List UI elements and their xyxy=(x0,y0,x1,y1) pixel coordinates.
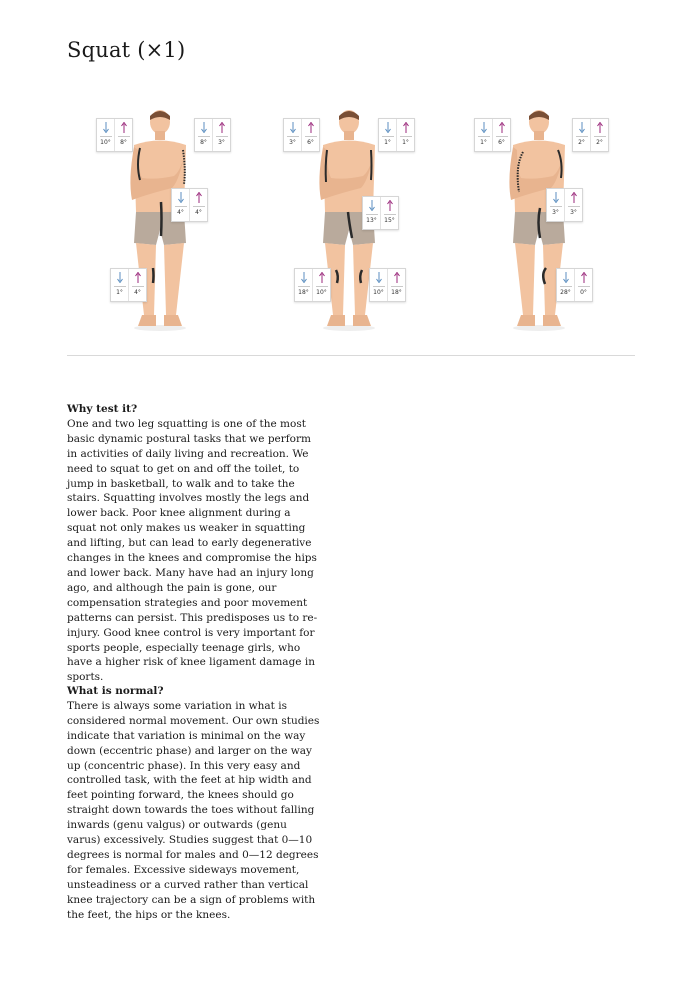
rule xyxy=(560,286,572,287)
down-cell xyxy=(557,269,574,301)
why-section xyxy=(67,402,322,685)
rule xyxy=(400,136,412,137)
down-cell xyxy=(111,269,128,301)
angle-card-shoulder-right xyxy=(378,118,415,152)
arrow-up-icon xyxy=(308,122,314,133)
arrow-up-icon xyxy=(499,122,505,133)
angle-card-knee xyxy=(556,268,593,302)
down-value: 18° xyxy=(298,289,309,296)
rule xyxy=(100,136,112,137)
rule xyxy=(175,206,187,207)
down-value: 2° xyxy=(578,139,585,146)
down-value: 1° xyxy=(384,139,391,146)
rule xyxy=(114,286,126,287)
down-value: 28° xyxy=(560,289,571,296)
rule xyxy=(316,286,328,287)
up-value: 8° xyxy=(120,139,127,146)
angle-card-hip xyxy=(546,188,583,222)
normal-heading: What is normal? xyxy=(67,685,164,697)
angle-card-hip xyxy=(362,196,399,230)
angle-card-shoulder-right xyxy=(194,118,231,152)
down-cell xyxy=(172,189,189,221)
arrow-down-icon xyxy=(553,192,559,203)
rule xyxy=(496,136,508,137)
rule xyxy=(193,206,205,207)
rule xyxy=(568,206,580,207)
up-value: 3° xyxy=(218,139,225,146)
up-cell xyxy=(492,119,510,151)
rule xyxy=(305,136,317,137)
rule xyxy=(478,136,490,137)
normal-section xyxy=(67,684,322,923)
arrow-up-icon xyxy=(581,272,587,283)
arrow-down-icon xyxy=(481,122,487,133)
down-value: 3° xyxy=(552,209,559,216)
arrow-down-icon xyxy=(178,192,184,203)
arrow-down-icon xyxy=(376,272,382,283)
down-value: 10° xyxy=(373,289,384,296)
arrow-up-icon xyxy=(597,122,603,133)
arrow-up-icon xyxy=(387,200,393,211)
down-cell xyxy=(363,197,380,229)
rule xyxy=(118,136,130,137)
arrow-up-icon xyxy=(219,122,225,133)
up-cell xyxy=(189,189,207,221)
up-value: 10° xyxy=(316,289,327,296)
rule xyxy=(366,214,378,215)
up-value: 4° xyxy=(134,289,141,296)
angle-card-knee-right xyxy=(369,268,406,302)
down-cell xyxy=(284,119,301,151)
arrow-up-icon xyxy=(319,272,325,283)
body-illustration xyxy=(439,100,639,340)
arrow-up-icon xyxy=(135,272,141,283)
angle-card-hip xyxy=(171,188,208,222)
down-value: 10° xyxy=(100,139,111,146)
down-cell xyxy=(573,119,590,151)
down-value: 1° xyxy=(116,289,123,296)
angle-card-shoulder-right xyxy=(572,118,609,152)
arrow-up-icon xyxy=(196,192,202,203)
angle-card-shoulder-left xyxy=(283,118,320,152)
arrow-down-icon xyxy=(117,272,123,283)
up-value: 18° xyxy=(391,289,402,296)
rule xyxy=(287,136,299,137)
figure-1 xyxy=(60,100,260,340)
up-cell xyxy=(128,269,146,301)
rule xyxy=(578,286,590,287)
page-title: Squat (×1) xyxy=(67,38,186,62)
rule xyxy=(216,136,228,137)
down-cell xyxy=(195,119,212,151)
up-cell xyxy=(396,119,414,151)
why-heading: Why test it? xyxy=(67,403,138,415)
up-value: 6° xyxy=(307,139,314,146)
down-cell xyxy=(370,269,387,301)
down-value: 13° xyxy=(366,217,377,224)
rule xyxy=(198,136,210,137)
up-cell xyxy=(380,197,398,229)
arrow-down-icon xyxy=(301,272,307,283)
arrow-down-icon xyxy=(579,122,585,133)
down-cell xyxy=(475,119,492,151)
up-value: 6° xyxy=(498,139,505,146)
angle-card-shoulder-left xyxy=(474,118,511,152)
body-illustration xyxy=(249,100,449,340)
up-cell xyxy=(114,119,132,151)
arrow-down-icon xyxy=(369,200,375,211)
up-value: 0° xyxy=(580,289,587,296)
arrow-down-icon xyxy=(290,122,296,133)
down-value: 8° xyxy=(200,139,207,146)
down-cell xyxy=(379,119,396,151)
angle-card-knee-left xyxy=(294,268,331,302)
up-value: 2° xyxy=(596,139,603,146)
rule xyxy=(298,286,310,287)
normal-body: There is always some variation in what is considered normal movement. Our own studies indicate that variation is minimal on the way down (eccentric phase) and larger on the way up (concentric phase). In this very easy and controlled task, with the feet at hip width and feet pointing forward, the knees should go straight down towards the toes without falling inwards (genu valgus) or outwards (genu varus) excessively. Studies suggest that 0—10 degrees is normal for males and 0—12 degrees for females. Excessive sideways movement, unsteadiness or a curved rather than vertical knee trajectory can be a sign of problems with the feet, the hips or the knees. xyxy=(67,699,320,921)
down-value: 4° xyxy=(177,209,184,216)
rule xyxy=(132,286,144,287)
rule xyxy=(576,136,588,137)
arrow-up-icon xyxy=(394,272,400,283)
down-value: 1° xyxy=(480,139,487,146)
section-divider xyxy=(67,355,635,356)
angle-card-knee xyxy=(110,268,147,302)
up-cell xyxy=(590,119,608,151)
up-cell xyxy=(574,269,592,301)
up-value: 1° xyxy=(402,139,409,146)
arrow-down-icon xyxy=(201,122,207,133)
up-cell xyxy=(212,119,230,151)
rule xyxy=(391,286,403,287)
arrow-up-icon xyxy=(403,122,409,133)
up-value: 3° xyxy=(570,209,577,216)
rule xyxy=(550,206,562,207)
down-value: 3° xyxy=(289,139,296,146)
arrow-down-icon xyxy=(563,272,569,283)
rule xyxy=(384,214,396,215)
rule xyxy=(594,136,606,137)
up-cell xyxy=(564,189,582,221)
rule xyxy=(373,286,385,287)
rule xyxy=(382,136,394,137)
angle-card-shoulder-left xyxy=(96,118,133,152)
arrow-down-icon xyxy=(103,122,109,133)
figures-row xyxy=(0,100,696,340)
up-value: 15° xyxy=(384,217,395,224)
arrow-up-icon xyxy=(571,192,577,203)
why-body: One and two leg squatting is one of the most basic dynamic postural tasks that we perform in activities of daily living and recreation. We need to squat to get on and off the toilet, to jump in basketball, to walk and to take the stairs. Squatting involves mostly the legs and lower back. Poor knee alignment during a squat not only makes us weaker in squatting and lifting, but can lead to early degenerative changes in the knees and compromise the hips and lower back. Many have had an injury long ago, and although the pain is gone, our compensation strategies and poor movement patterns can persist. This predisposes us to re-injury. Good knee control is very important for sports people, especially teenage girls, who have a higher risk of knee ligament damage in sports. xyxy=(67,417,318,684)
figure-3 xyxy=(439,100,639,340)
down-cell xyxy=(295,269,312,301)
down-cell xyxy=(547,189,564,221)
figure-2 xyxy=(249,100,449,340)
arrow-down-icon xyxy=(385,122,391,133)
up-cell xyxy=(312,269,330,301)
down-cell xyxy=(97,119,114,151)
up-cell xyxy=(301,119,319,151)
up-value: 4° xyxy=(195,209,202,216)
arrow-up-icon xyxy=(121,122,127,133)
up-cell xyxy=(387,269,405,301)
